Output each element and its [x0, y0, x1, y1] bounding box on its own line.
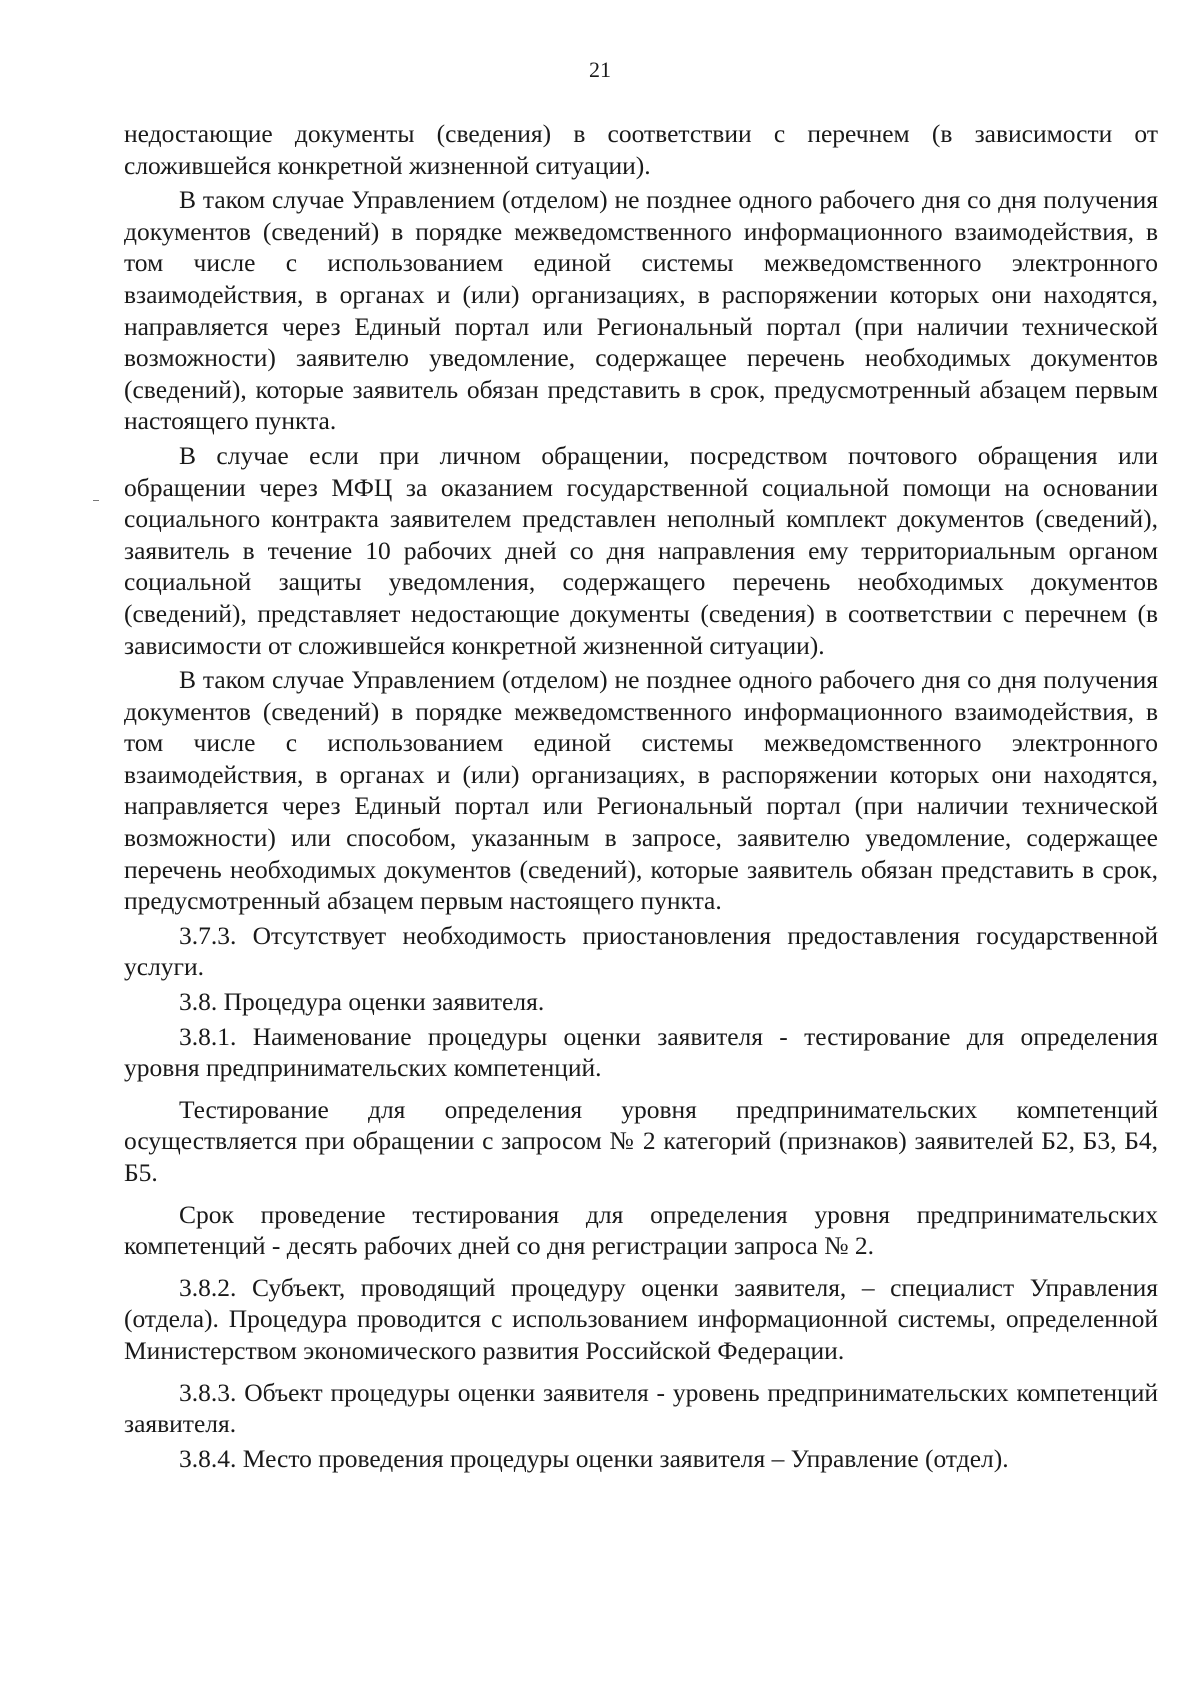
paragraph-notification-1: В таком случае Управлением (отделом) не позднее одного рабочего дня со дня получения документов (сведений) в порядке межведомственного информационного взаимодействия, в том числе с использованием единой системы межведомственного электронного взаимодействия, в органах и (или) организациях, в распоряжении которых они находятся, направляется через Единый портал или Региональный портал (при наличии технической возможности) заявителю уведомление, содержащее перечень необходимых документов (сведений), которые заявитель обязан представить в срок, предусмотренный абзацем первым настоящего пункта. — [124, 185, 1158, 436]
paragraph-notification-2: В таком случае Управлением (отделом) не позднее одного рабочего дня со дня получения документов (сведений) в порядке межведомственного информационного взаимодействия, в том числе с использованием единой системы межведомственного электронного взаимодействия, в органах и (или) организациях, в распоряжении которых они находятся, направляется через Единый портал или Региональный портал (при наличии технической возможности) или способом, указанным в запросе, заявителю уведомление, содержащее перечень необходимых документов (сведений), которые заявитель обязан представить в срок, предусмотренный абзацем первым настоящего пункта. — [124, 665, 1158, 916]
margin-mark — [93, 500, 99, 501]
paragraph-3-8-1: 3.8.1. Наименование процедуры оценки заявителя - тестирование для определения уровня предпринимательских компетенций. — [124, 1021, 1158, 1083]
page-number: 21 — [589, 57, 611, 82]
paragraph-3-8-2: 3.8.2. Субъект, проводящий процедуру оценки заявителя, – специалист Управления (отдела). Процедура проводится с использованием информационной системы, определенной Министерством экономического развития Российской Федерации. — [124, 1272, 1158, 1365]
paragraph-3-8-4: 3.8.4. Место проведения процедуры оценки заявителя – Управление (отдел). — [179, 1443, 1009, 1473]
paragraph-incomplete-set: В случае если при личном обращении, посредством почтового обращения или обращении через МФЦ за оказанием государственной социальной помощи на основании социального контракта заявителем представлен неполный комплект документов (сведений), заявитель в течение 10 рабочих дней со дня направления ему территориальным органом социальной защиты уведомления, содержащего перечень необходимых документов (сведений), представляет недостающие документы (сведения) в соответствии с перечнем (в зависимости от сложившейся конкретной жизненной ситуации). — [124, 440, 1158, 660]
paragraph-3-8: 3.8. Процедура оценки заявителя. — [179, 987, 545, 1017]
paragraph-testing-categories: Тестирование для определения уровня предпринимательских компетенций осуществляется при обращении с запросом № 2 категорий (признаков) заявителей Б2, Б3, Б4, Б5. — [124, 1094, 1158, 1187]
paragraph-continuation: недостающие документы (сведения) в соответствии с перечнем (в зависимости от сложившейся конкретной жизненной ситуации). — [124, 119, 1158, 180]
paragraph-testing-term: Срок проведение тестирования для определения уровня предпринимательских компетенций - десять рабочих дней со дня регистрации запроса № 2. — [124, 1199, 1158, 1261]
paragraph-3-7-3: 3.7.3. Отсутствует необходимость приостановления предоставления государственной услуги. — [124, 920, 1158, 982]
paragraph-3-8-3: 3.8.3. Объект процедуры оценки заявителя - уровень предпринимательских компетенций заявителя. — [124, 1377, 1158, 1439]
document-body — [124, 118, 1158, 1474]
